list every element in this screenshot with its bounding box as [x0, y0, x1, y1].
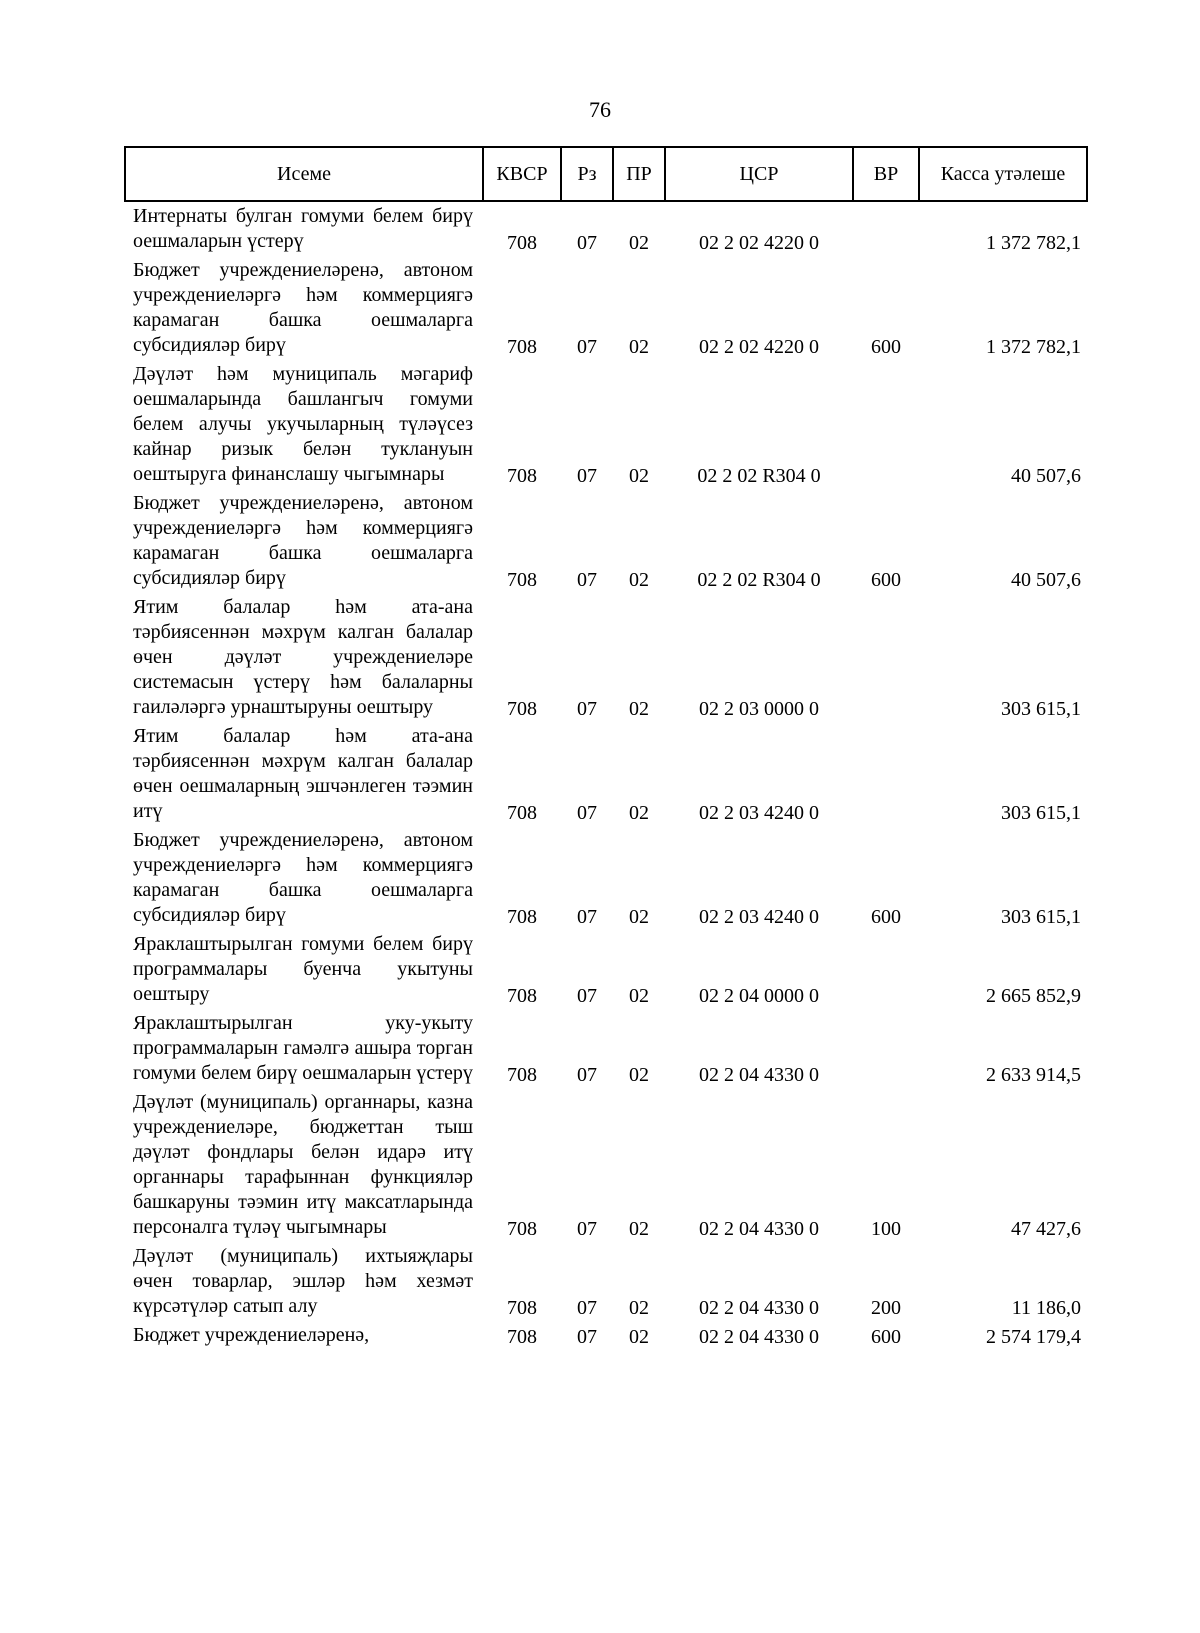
row-kvsr: 708: [507, 1297, 537, 1319]
row-kvsr: 708: [507, 985, 537, 1007]
row-kvsr: 708: [507, 1064, 537, 1086]
row-vr: [853, 722, 919, 826]
row-vr: 200: [871, 1297, 901, 1319]
row-rz: 07: [577, 336, 597, 358]
row-name: Интернаты булган гомуми белем бирү оешмаларын үстерү: [133, 205, 473, 252]
row-name: Ятим балалар һәм ата-ана тәрбиясеннән мәхрүм калган балалар өчен оешмаларның эшчәнлеген тәэмин итү: [133, 725, 473, 822]
header-vr: ВР: [853, 147, 919, 201]
row-rz: 07: [577, 802, 597, 824]
table-row: [125, 1321, 1087, 1350]
table-header-row: [125, 147, 1087, 201]
row-pr: 02: [629, 1064, 649, 1086]
row-pr: 02: [629, 465, 649, 487]
budget-table: [124, 146, 1088, 1350]
table-row: [125, 1242, 1087, 1321]
row-vr: 600: [871, 906, 901, 928]
row-kvsr: 708: [507, 1326, 537, 1348]
row-vr: 600: [871, 336, 901, 358]
header-kassa: Касса утәлеше: [919, 147, 1087, 201]
row-rz: 07: [577, 1218, 597, 1240]
table-row: [125, 1009, 1087, 1088]
row-rz: 07: [577, 232, 597, 254]
row-amount: 47 427,6: [1011, 1218, 1081, 1240]
row-csr: 02 2 03 4240 0: [699, 906, 819, 928]
row-amount: 11 186,0: [1011, 1297, 1081, 1319]
row-rz: 07: [577, 569, 597, 591]
row-name: Яраклаштырылган уку-укыту программаларын гамәлгә ашыра торган гомуми белем бирү оешмаларын үстерү: [133, 1012, 473, 1084]
table-row: [125, 722, 1087, 826]
row-kvsr: 708: [507, 802, 537, 824]
header-pr: ПР: [613, 147, 665, 201]
row-pr: 02: [629, 985, 649, 1007]
row-vr: [853, 201, 919, 256]
row-name: Бюджет учреждениеләренә, автоном учреждениеләргә һәм коммерциягә карамаган башка оешмаларга субсидияләр бирү: [133, 829, 473, 926]
row-csr: 02 2 04 4330 0: [699, 1326, 819, 1348]
row-kvsr: 708: [507, 698, 537, 720]
row-vr: 100: [871, 1218, 901, 1240]
row-csr: 02 2 02 4220 0: [699, 336, 819, 358]
header-csr: ЦСР: [665, 147, 853, 201]
row-name: Бюджет учреждениеләренә,: [133, 1324, 370, 1346]
row-name: Ятим балалар һәм ата-ана тәрбиясеннән мәхрүм калган балалар өчен дәүләт учреждениеләре системасын үстерү һәм балаларны гаиләләргә урнаштыруны оештыру: [133, 596, 473, 718]
row-pr: 02: [629, 698, 649, 720]
row-amount: 303 615,1: [1001, 698, 1081, 720]
table-row: [125, 201, 1087, 256]
table-row: [125, 826, 1087, 930]
row-amount: 303 615,1: [1001, 906, 1081, 928]
row-rz: 07: [577, 698, 597, 720]
header-rz: Рз: [561, 147, 613, 201]
row-csr: 02 2 03 0000 0: [699, 698, 819, 720]
row-vr: 600: [871, 1326, 901, 1348]
row-amount: 1 372 782,1: [986, 336, 1081, 358]
row-pr: 02: [629, 906, 649, 928]
row-name: Дәүләт (муниципаль) органнары, казна учреждениеләре, бюджеттан тыш дәүләт фондлары белән идарә итү органнары тарафыннан функцияләр башкаруны тәэмин итү максатларында персоналга түләү чыгымнары: [133, 1091, 473, 1238]
row-amount: 303 615,1: [1001, 802, 1081, 824]
row-pr: 02: [629, 569, 649, 591]
row-kvsr: 708: [507, 906, 537, 928]
row-rz: 07: [577, 906, 597, 928]
row-rz: 07: [577, 1326, 597, 1348]
page-number: 76: [589, 97, 611, 122]
row-csr: 02 2 02 R304 0: [697, 569, 821, 591]
row-amount: 40 507,6: [1011, 569, 1081, 591]
row-pr: 02: [629, 336, 649, 358]
table-row: [125, 1088, 1087, 1242]
row-kvsr: 708: [507, 232, 537, 254]
row-pr: 02: [629, 802, 649, 824]
table-row: [125, 489, 1087, 593]
row-rz: 07: [577, 1064, 597, 1086]
row-pr: 02: [629, 1326, 649, 1348]
row-vr: 600: [871, 569, 901, 591]
table-row: [125, 593, 1087, 722]
row-csr: 02 2 02 R304 0: [697, 465, 821, 487]
row-kvsr: 708: [507, 336, 537, 358]
row-csr: 02 2 02 4220 0: [699, 232, 819, 254]
header-name: Исеме: [125, 147, 483, 201]
row-name: Дәүләт һәм муниципаль мәгариф оешмаларында башлангыч гомуми белем алучы укучыларның түләүсез кайнар ризык белән туклануын оештыруга финанслашу чыгымнары: [133, 363, 473, 485]
row-csr: 02 2 04 4330 0: [699, 1297, 819, 1319]
table-row: [125, 360, 1087, 489]
row-pr: 02: [629, 232, 649, 254]
row-vr: [853, 593, 919, 722]
row-csr: 02 2 04 4330 0: [699, 1218, 819, 1240]
row-amount: 2 633 914,5: [986, 1064, 1081, 1086]
row-amount: 2 574 179,4: [986, 1326, 1081, 1348]
table-row: [125, 930, 1087, 1009]
table-row: [125, 256, 1087, 360]
row-rz: 07: [577, 985, 597, 1007]
row-pr: 02: [629, 1218, 649, 1240]
row-rz: 07: [577, 1297, 597, 1319]
row-vr: [853, 360, 919, 489]
header-kvsr: КВСР: [483, 147, 561, 201]
row-name: Яраклаштырылган гомуми белем бирү программалары буенча укытуны оештыру: [133, 933, 473, 1005]
row-amount: 2 665 852,9: [986, 985, 1081, 1007]
row-name: Бюджет учреждениеләренә, автоном учреждениеләргә һәм коммерциягә карамаган башка оешмаларга субсидияләр бирү: [133, 492, 473, 589]
row-name: Бюджет учреждениеләренә, автоном учреждениеләргә һәм коммерциягә карамаган башка оешмаларга субсидияләр бирү: [133, 259, 473, 356]
row-csr: 02 2 03 4240 0: [699, 802, 819, 824]
row-vr: [853, 930, 919, 1009]
row-amount: 40 507,6: [1011, 465, 1081, 487]
row-amount: 1 372 782,1: [986, 232, 1081, 254]
row-kvsr: 708: [507, 569, 537, 591]
row-csr: 02 2 04 0000 0: [699, 985, 819, 1007]
row-rz: 07: [577, 465, 597, 487]
row-vr: [853, 1009, 919, 1088]
row-name: Дәүләт (муниципаль) ихтыяҗлары өчен товарлар, эшләр һәм хезмәт күрсәтүләр сатып алу: [133, 1245, 473, 1317]
row-pr: 02: [629, 1297, 649, 1319]
row-kvsr: 708: [507, 465, 537, 487]
row-csr: 02 2 04 4330 0: [699, 1064, 819, 1086]
row-kvsr: 708: [507, 1218, 537, 1240]
